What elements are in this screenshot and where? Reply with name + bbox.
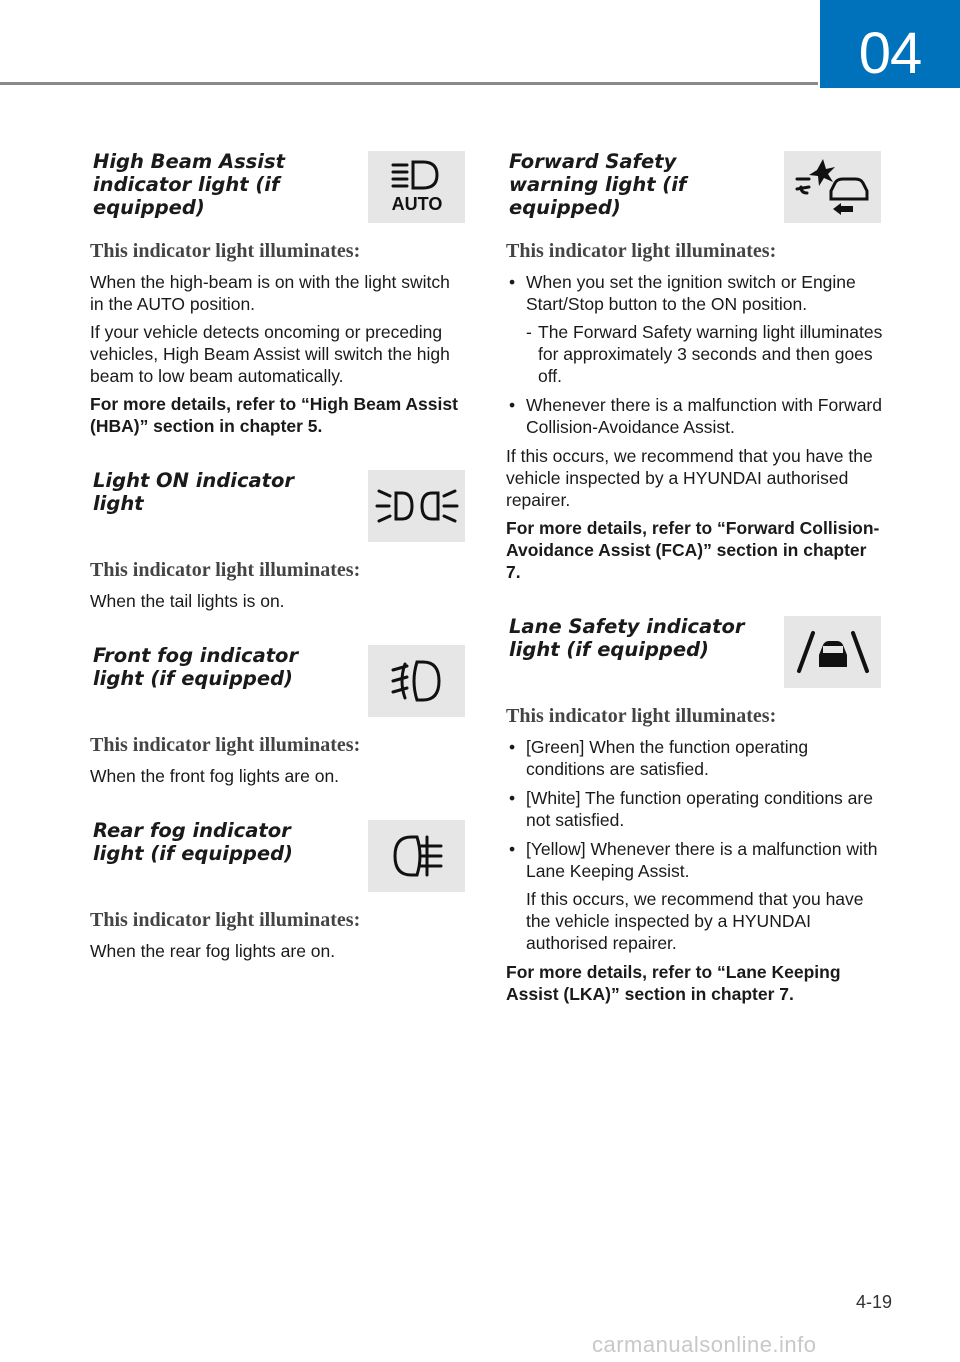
left-column [90,150,468,968]
bullet-list [506,736,884,954]
forward-safety-icon [784,151,881,223]
header-rule [0,82,818,85]
high-beam-assist-icon [368,151,465,223]
section-title: Light ON indicator light [93,469,295,515]
list-item: • [Green] When the function operating conditions are satisfied. [509,737,809,779]
subhead: This indicator light illuminates: [90,734,361,756]
section-title: High Beam Assist indicator light (if equipped) [93,150,285,219]
watermark: carmanualsonline.info [592,1332,817,1357]
reference-note: For more details, refer to “Lane Keeping Assist (LKA)” section in chapter 7. [506,962,841,1004]
reference-note: For more details, refer to “Forward Collision-Avoidance Assist (FCA)” section in chapter 7. [506,518,880,582]
section-title: Rear fog indicator light (if equipped) [93,819,293,865]
reference-note: For more details, refer to “High Beam Assist (HBA)” section in chapter 5. [90,394,458,436]
list-item: • When you set the ignition switch or Engine Start/Stop button to the ON position. - The Forward Safety warning light illuminates for approximately 3 seconds and then goes off. [509,272,883,386]
section-rear-fog [90,819,468,962]
subhead: This indicator light illuminates: [90,909,361,931]
section-title: Front fog indicator light (if equipped) [93,644,299,690]
sub-bullet: - The Forward Safety warning light illuminates for approximately 3 seconds and then goes off. [526,322,883,386]
rear-fog-icon [368,820,465,892]
section-title: Forward Safety warning light (if equipped) [509,150,687,219]
bullet-followup: If this occurs, we recommend that you have the vehicle inspected by a HYUNDAI authorised repairer. [526,889,864,953]
paragraph: If this occurs, we recommend that you have the vehicle inspected by a HYUNDAI authorised repairer. [506,446,873,510]
subhead: This indicator light illuminates: [90,240,361,262]
front-fog-icon [368,645,465,717]
list-item: • Whenever there is a malfunction with Forward Collision-Avoidance Assist. [509,395,882,437]
paragraph: When the rear fog lights are on. [90,941,336,961]
paragraph: When the tail lights is on. [90,591,285,611]
subhead: This indicator light illuminates: [506,705,777,727]
subhead: This indicator light illuminates: [90,559,361,581]
section-forward-safety [506,150,884,583]
list-item: • [White] The function operating conditions are not satisfied. [509,788,873,830]
bullet-list [506,271,884,438]
paragraph: When the front fog lights are on. [90,766,340,786]
paragraph: When the high-beam is on with the light switch in the AUTO position. [90,272,450,314]
page-number: 4-19 [856,1292,893,1312]
section-title: Lane Safety indicator light (if equipped) [509,615,745,661]
section-high-beam-assist [90,150,468,437]
section-light-on [90,469,468,612]
lane-safety-icon [784,616,881,688]
section-front-fog [90,644,468,787]
section-lane-safety [506,615,884,1005]
light-on-icon [368,470,465,542]
chapter-tab: 04 [820,0,960,88]
list-item: • [Yellow] Whenever there is a malfunction with Lane Keeping Assist. If this occurs, we recommend that you have the vehicle inspected by a HYUNDAI authorised repairer. [506,838,884,954]
paragraph: If your vehicle detects oncoming or preceding vehicles, High Beam Assist will switch the high beam to low beam automatically. [90,322,450,386]
right-column [506,150,884,1011]
auto-label: AUTO [391,194,442,214]
subhead: This indicator light illuminates: [506,240,777,262]
